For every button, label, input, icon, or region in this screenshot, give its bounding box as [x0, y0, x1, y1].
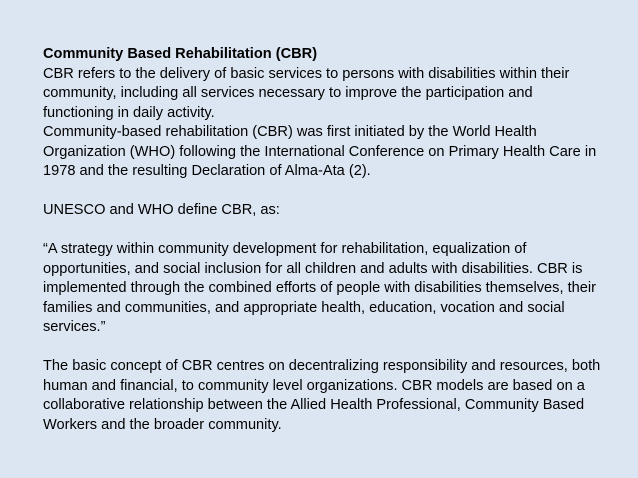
- spacer: [43, 182, 603, 202]
- spacer: [43, 221, 603, 241]
- definition-intro: UNESCO and WHO define CBR, as:: [43, 202, 280, 218]
- definition-paragraph: CBR refers to the delivery of basic services to persons with disabilities within their community, including all services necessary to improve the participation and functioning in daily activity.: [43, 65, 570, 121]
- definition-quote: “A strategy within community development for rehabilitation, equalization of opportunities, and social inclusion for all children and adults with disabilities. CBR is implemented through the combined efforts of people with disabilities themselves, their families and communities, and appropriate health, education, vocation and social services.”: [43, 241, 596, 335]
- spacer: [43, 338, 603, 358]
- history-paragraph: Community-based rehabilitation (CBR) was first initiated by the World Health Organization (WHO) following the International Conference on Primary Health Care in 1978 and the resulting Declaration of Alma-Ata (2).: [43, 124, 597, 179]
- slide-body: [43, 45, 603, 435]
- slide-title: Community Based Rehabilitation (CBR): [43, 46, 318, 62]
- concept-paragraph: The basic concept of CBR centres on decentralizing responsibility and resources, both human and financial, to community level organizations. CBR models are based on a collaborative relationship between the Allied Health Professional, Community Based Workers and the broader community.: [43, 358, 601, 433]
